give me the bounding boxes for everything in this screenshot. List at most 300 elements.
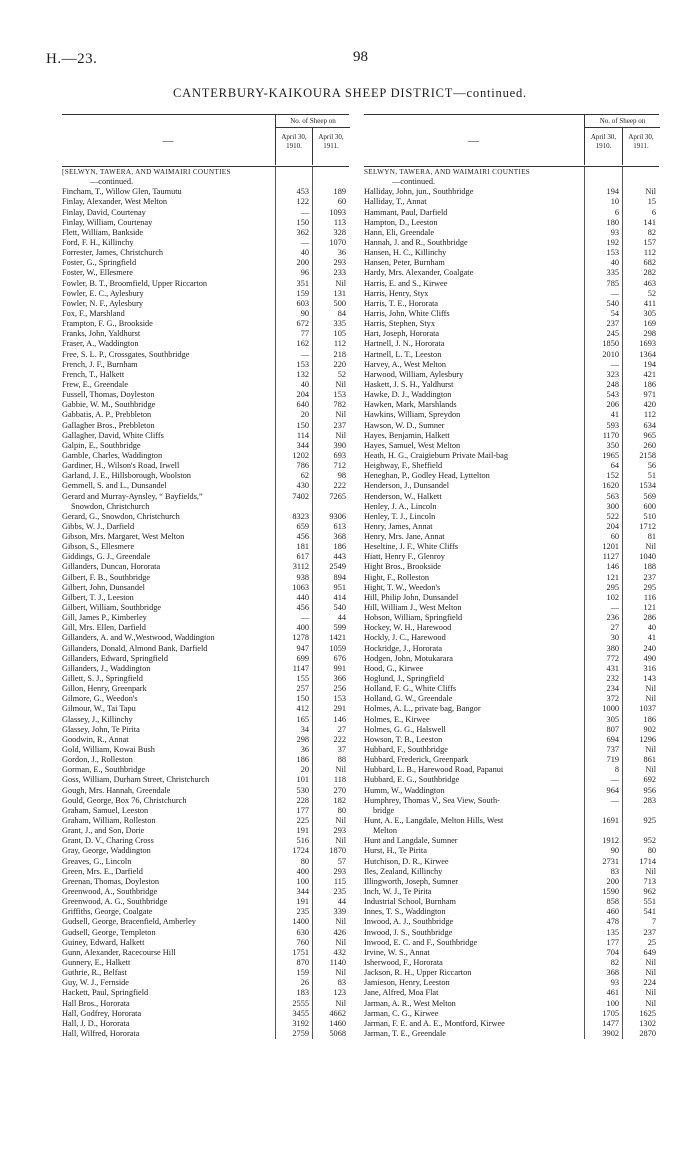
row-name: Hawke, D. J., Waddington [364, 390, 452, 400]
header-1911: April 30, 1911. [312, 128, 349, 165]
row-name: Gold, William, Kowai Bush [62, 745, 155, 755]
row-value-1910: 194 [606, 187, 619, 197]
table-row [62, 745, 349, 755]
table-row [62, 421, 349, 431]
row-value-1910: 228 [296, 795, 309, 805]
row-value-1910: 807 [606, 724, 619, 734]
row-name: Goss, William, Durham Street, Christchurch [62, 775, 210, 785]
table-row [62, 208, 349, 218]
row-value-1910: 36 [300, 745, 309, 755]
row-value-1911: 189 [333, 187, 346, 197]
row-value-1910: 672 [296, 319, 309, 329]
row-value-1910: 3902 [602, 1028, 619, 1038]
row-name: Halliday, John, jun., Southbridge [364, 187, 474, 197]
row-value-1911: 286 [643, 613, 656, 623]
row-value-1911: 88 [337, 755, 346, 765]
row-value-1911: 80 [647, 846, 656, 856]
row-name: Hartnell, L. T., Leeston [364, 349, 442, 359]
row-value-1910: 100 [296, 876, 309, 886]
row-name: —continued. [392, 177, 436, 187]
row-value-1911: 237 [333, 420, 346, 430]
row-name: Hockey, W. H., Harewood [364, 623, 452, 633]
table-row [62, 562, 349, 572]
table-row [62, 867, 349, 877]
table-row [62, 735, 349, 745]
row-name: Hockridge, J., Hororata [364, 643, 443, 653]
row-name: Hampton, D., Leeston [364, 217, 438, 227]
row-value-1910: 186 [296, 755, 309, 765]
row-value-1911: 131 [333, 288, 346, 298]
row-name: Jarman, T. E., Greendale [364, 1028, 446, 1038]
row-name: Hardy, Mrs. Alexander, Coalgate [364, 268, 474, 278]
row-name: Irvine, W. S., Annat [364, 947, 430, 957]
table-row [364, 248, 659, 258]
row-value-1910: 344 [296, 886, 309, 896]
table-row [364, 218, 659, 228]
row-value-1911: 894 [333, 572, 346, 582]
row-value-1911: 51 [647, 471, 656, 481]
row-value-1910: 153 [606, 248, 619, 258]
table-row [364, 431, 659, 441]
row-name: Heath, H. G., Craigieburn Private Mail-bag [364, 450, 509, 460]
row-value-1910: 2010 [602, 349, 619, 359]
row-value-1911: 40 [647, 623, 656, 633]
row-name: Fowler, E. C., Aylesbury [62, 288, 144, 298]
row-name: Jarman, A. R., West Melton [364, 998, 456, 1008]
row-value-1910: 26 [300, 978, 309, 988]
row-value-1910: 135 [606, 927, 619, 937]
table-row [364, 167, 659, 177]
table-row [364, 1019, 659, 1029]
row-name: Hannah, J. and R., Southbridge [364, 237, 468, 247]
table-row [62, 968, 349, 978]
row-value-1911: 153 [333, 390, 346, 400]
row-value-1910: 298 [296, 734, 309, 744]
row-name: Hubbard, E. G., Southbridge [364, 775, 460, 785]
table-row [364, 583, 659, 593]
row-value-1910: 40 [610, 258, 619, 268]
table-row [62, 380, 349, 390]
table-row [62, 502, 349, 512]
row-value-1911: 500 [333, 298, 346, 308]
row-value-1910: 947 [296, 643, 309, 653]
row-value-1910: 27 [610, 623, 619, 633]
row-name: Jackson, R. H., Upper Riccarton [364, 968, 472, 978]
table-row [364, 208, 659, 218]
row-name: Gillanders, Edward, Springfield [62, 653, 168, 663]
row-value-1910: 248 [606, 379, 619, 389]
table-row [364, 562, 659, 572]
row-value-1911: 81 [647, 532, 656, 542]
row-name: Franks, John, Yaldhurst [62, 329, 141, 339]
row-name: Hammant, Paul, Darfield [364, 207, 448, 217]
row-value-1911: 186 [643, 379, 656, 389]
table-row [364, 958, 659, 968]
row-name: Hight Bros., Brookside [364, 562, 441, 572]
row-value-1911: 112 [643, 248, 656, 258]
row-value-1910: 192 [606, 237, 619, 247]
row-value-1910: 453 [296, 187, 309, 197]
row-value-1910: 237 [606, 319, 619, 329]
table-row [62, 410, 349, 420]
row-name: Fowler, N. F., Aylesbury [62, 298, 143, 308]
row-name: —continued. [90, 177, 134, 187]
row-value-1911: 15 [647, 197, 656, 207]
row-name: Haskett, J. S. H., Yaldhurst [364, 379, 454, 389]
row-value-1910: 2731 [602, 856, 619, 866]
row-value-1911: Nil [335, 937, 346, 947]
table-row [364, 1009, 659, 1019]
row-name: Grant, J., and Son, Dorie [62, 826, 145, 836]
table-row [364, 846, 659, 856]
row-name: Jarman, F. E. and A. E., Montford, Kirwee [364, 1018, 505, 1028]
row-value-1910: 1278 [292, 633, 309, 643]
row-value-1911: 1059 [329, 643, 346, 653]
row-value-1911: 1140 [329, 957, 346, 967]
row-value-1910: 7402 [292, 491, 309, 501]
table-row [62, 816, 349, 826]
row-value-1910: 177 [296, 805, 309, 815]
table-row [364, 309, 659, 319]
row-value-1911: 1625 [639, 1008, 656, 1018]
row-name: Gallagher, David, White Cliffs [62, 430, 164, 440]
row-value-1910: 456 [296, 603, 309, 613]
row-value-1911: 2870 [639, 1028, 656, 1038]
row-value-1910: 1751 [292, 947, 309, 957]
row-name: Frew, E., Greendale [62, 379, 129, 389]
table-row [364, 400, 659, 410]
row-value-1911: 1037 [639, 704, 656, 714]
row-value-1911: 443 [333, 552, 346, 562]
row-value-1910: — [610, 603, 619, 613]
table-row [62, 917, 349, 927]
row-name: Howson, T. B., Leeston [364, 734, 443, 744]
row-value-1911: 676 [333, 653, 346, 663]
row-value-1911: 82 [647, 227, 656, 237]
row-value-1911: 233 [333, 268, 346, 278]
row-name: Greenwood, A., Southbridge [62, 886, 158, 896]
row-name: SELWYN, TAWERA, AND WAIMAIRI COUNTIES [364, 168, 531, 176]
row-name: Gudsell, George, Bracenfield, Amberley [62, 917, 196, 927]
row-value-1910: 153 [296, 359, 309, 369]
row-name: Holmes, E., Kirwee [364, 714, 430, 724]
row-value-1910: 30 [610, 633, 619, 643]
row-name: Frampton, F. G., Brookside [62, 319, 153, 329]
table-row [364, 978, 659, 988]
row-value-1911: 157 [643, 237, 656, 247]
row-value-1911: 463 [643, 278, 656, 288]
row-name: Gerard, G., Snowdon, Christchurch [62, 511, 180, 521]
row-value-1910: 180 [606, 217, 619, 227]
row-name: Fox, F., Marshland [62, 308, 125, 318]
table-row [364, 725, 659, 735]
row-value-1911: 121 [643, 603, 656, 613]
row-name: Gilmour, W., Tai Tapu [62, 704, 136, 714]
row-name: Holland, F. G., White Cliffs [364, 684, 457, 694]
row-value-1910: 232 [606, 674, 619, 684]
row-value-1911: 951 [333, 582, 346, 592]
row-name: Hutchison, D. R., Kirwee [364, 856, 449, 866]
row-value-1911: Nil [645, 745, 656, 755]
table-row [62, 451, 349, 461]
row-value-1911: 298 [643, 329, 656, 339]
row-value-1911: 41 [647, 633, 656, 643]
row-value-1911: Nil [335, 836, 346, 846]
row-value-1911: Nil [645, 988, 656, 998]
row-value-1910: 699 [296, 653, 309, 663]
header-dash: — [468, 135, 479, 147]
row-value-1911: Nil [645, 684, 656, 694]
row-name: Humphrey, Thomas V., Sea View, South- [364, 795, 500, 805]
header-1910: April 30, 1910. [584, 128, 622, 165]
row-name: Hansen, H. C., Killinchy [364, 248, 447, 258]
row-value-1910: 150 [296, 217, 309, 227]
row-value-1910: 90 [300, 308, 309, 318]
row-value-1910: 204 [296, 390, 309, 400]
table-row [364, 745, 659, 755]
row-value-1910: 430 [296, 481, 309, 491]
row-value-1911: 366 [333, 674, 346, 684]
row-value-1910: 543 [606, 390, 619, 400]
row-name: Hight, F., Rolleston [364, 572, 430, 582]
row-value-1910: 82 [610, 957, 619, 967]
table-row [364, 451, 659, 461]
row-value-1910: 191 [296, 826, 309, 836]
table-row [62, 826, 349, 836]
table-row [364, 421, 659, 431]
row-value-1911: 634 [643, 420, 656, 430]
table-row [364, 339, 659, 349]
row-name: Finlay, Alexander, West Melton [62, 197, 167, 207]
row-name: Hunt and Langdale, Sumner [364, 836, 458, 846]
row-value-1911: 965 [643, 430, 656, 440]
row-value-1910: 640 [296, 400, 309, 410]
row-name: Gilbert, John, Dunsandel [62, 582, 145, 592]
row-value-1910: 603 [296, 298, 309, 308]
row-value-1910: 150 [296, 694, 309, 704]
row-name: Gill, Mrs. Ellen, Darfield [62, 623, 146, 633]
table-row [62, 907, 349, 917]
row-value-1911: 293 [333, 826, 346, 836]
table-row [62, 644, 349, 654]
row-value-1911: 282 [643, 268, 656, 278]
row-name: Harris, Stephen, Styx [364, 319, 435, 329]
row-name: Hansen, Peter, Burnham [364, 258, 445, 268]
row-value-1911: 541 [643, 907, 656, 917]
table-row [62, 339, 349, 349]
row-name: Guy, W. J., Fernside [62, 978, 129, 988]
row-value-1911: Nil [335, 816, 346, 825]
row-name: Gerard and Murray-Aynsley, “ Bayfields,” [62, 491, 203, 501]
row-value-1910: 90 [610, 846, 619, 856]
table-row [62, 715, 349, 725]
row-name: Garland, J. E., Hillsborough, Woolston [62, 471, 191, 481]
row-value-1911: 782 [333, 400, 346, 410]
row-name: Hayes, Benjamin, Halkett [364, 430, 450, 440]
row-value-1910: 101 [296, 775, 309, 785]
row-name: Gilbert, F. B., Southbridge [62, 572, 151, 582]
row-name: Fussell, Thomas, Doyleston [62, 390, 155, 400]
row-value-1910: 617 [296, 552, 309, 562]
row-value-1910: 1477 [602, 1018, 619, 1028]
table-row [62, 177, 349, 187]
table-row [364, 370, 659, 380]
row-value-1911: 902 [643, 724, 656, 734]
row-name: Heseltine, J. F., White Cliffs [364, 542, 458, 552]
row-value-1911: 2549 [329, 562, 346, 572]
row-value-1910: 225 [296, 816, 309, 825]
row-name: Jane, Alfred, Moa Flat [364, 988, 439, 998]
row-value-1911: 1693 [639, 339, 656, 349]
table-row [364, 532, 659, 542]
table-row [364, 441, 659, 451]
row-value-1910: 8 [614, 765, 619, 775]
row-name: French, J. F., Burnham [62, 359, 138, 369]
row-name: Hubbard, Frederick, Greenpark [364, 755, 469, 765]
row-value-1910: 6 [614, 207, 619, 217]
row-name: Gillanders, A. and W.,Westwood, Waddington [62, 633, 215, 643]
row-value-1911: Nil [335, 379, 346, 389]
row-value-1910: 1400 [292, 917, 309, 927]
table-row [62, 846, 349, 856]
row-value-1910: 200 [296, 258, 309, 268]
row-name: Giddings, G. J., Greendale [62, 552, 151, 562]
row-value-1910: 351 [296, 278, 309, 288]
row-name: French, T., Halkett [62, 369, 125, 379]
row-value-1910: 785 [606, 278, 619, 288]
row-value-1911: Nil [645, 187, 656, 197]
row-value-1910: 858 [606, 897, 619, 907]
table-row [62, 1029, 349, 1039]
table-row [62, 289, 349, 299]
table-row [364, 461, 659, 471]
table-row [364, 796, 659, 806]
row-value-1911: 116 [643, 592, 656, 602]
row-name: Hill, Philip John, Dunsandel [364, 592, 459, 602]
table-row [364, 512, 659, 522]
table-row [62, 370, 349, 380]
row-value-1910: 257 [296, 684, 309, 694]
row-name: Gilbert, T. J., Leeston [62, 592, 134, 602]
table-row [62, 390, 349, 400]
row-value-1911: 295 [643, 582, 656, 592]
row-value-1910: 159 [296, 288, 309, 298]
row-value-1911: 335 [333, 319, 346, 329]
table-row [364, 999, 659, 1009]
table-row [364, 319, 659, 329]
table-row [364, 704, 659, 714]
row-value-1910: 368 [606, 968, 619, 978]
row-value-1910: 20 [300, 765, 309, 775]
row-value-1911: 599 [333, 623, 346, 633]
row-value-1910: 100 [606, 998, 619, 1008]
table-row [62, 684, 349, 694]
right-column-table [364, 114, 659, 1039]
table-row [62, 228, 349, 238]
row-value-1910: 2759 [292, 1028, 309, 1038]
table-row [62, 187, 349, 197]
left-column-table [62, 114, 349, 1039]
row-value-1910: 3192 [292, 1018, 309, 1028]
row-value-1910: 152 [606, 471, 619, 481]
row-value-1911: 328 [333, 227, 346, 237]
table-row [62, 633, 349, 643]
table-row [62, 694, 349, 704]
row-name: Illingworth, Joseph, Sumner [364, 876, 459, 886]
row-name: Hackett, Paul, Springfield [62, 988, 149, 998]
table-row [62, 573, 349, 583]
row-value-1911: 186 [333, 542, 346, 552]
table-row [364, 360, 659, 370]
row-name: bridge [373, 805, 395, 815]
row-name: Fowler, B. T., Broomfield, Upper Riccarton [62, 278, 207, 288]
row-value-1910: 305 [606, 714, 619, 724]
row-value-1910: 114 [296, 430, 309, 440]
row-value-1910: 461 [606, 988, 619, 998]
row-name: Hiatt, Henry F., Glenroy [364, 552, 445, 562]
row-value-1911: 971 [643, 390, 656, 400]
row-value-1911: 649 [643, 947, 656, 957]
row-value-1911: Nil [335, 917, 346, 927]
row-name: Gould, George, Box 76, Christchurch [62, 795, 187, 805]
row-value-1911: 293 [333, 258, 346, 268]
row-name: Isherwood, F., Hororata [364, 957, 443, 967]
row-name: Melton [373, 826, 397, 836]
row-value-1910: — [610, 795, 619, 805]
row-value-1910: 350 [606, 440, 619, 450]
row-value-1911: 1093 [329, 207, 346, 217]
table-row [62, 958, 349, 968]
table-row [62, 755, 349, 765]
row-name: Glassey, John, Te Pirita [62, 724, 140, 734]
row-value-1910: 938 [296, 572, 309, 582]
row-name: Goodwin, R., Annat [62, 734, 129, 744]
row-value-1911: 305 [643, 308, 656, 318]
table-row [364, 654, 659, 664]
row-value-1910: 60 [610, 532, 619, 542]
table-row [62, 1009, 349, 1019]
row-value-1910: 772 [606, 653, 619, 663]
table-row [364, 948, 659, 958]
row-value-1910: 3455 [292, 1008, 309, 1018]
row-value-1910: 77 [300, 329, 309, 339]
table-row [62, 542, 349, 552]
row-value-1911: 83 [337, 978, 346, 988]
row-value-1911: 1870 [329, 846, 346, 856]
row-name: Jamieson, Henry, Leeston [364, 978, 450, 988]
table-row [364, 187, 659, 197]
row-value-1910: 593 [606, 420, 619, 430]
row-value-1911: 143 [643, 674, 656, 684]
row-value-1910: 236 [606, 613, 619, 623]
row-value-1910: 150 [296, 420, 309, 430]
table-row [364, 715, 659, 725]
row-name: Ford, F. H., Killinchy [62, 237, 134, 247]
row-name: Gibson, Mrs. Margaret, West Melton [62, 532, 185, 542]
table-row [62, 218, 349, 228]
table-row [62, 786, 349, 796]
row-name: Harris, E. and S., Kirwee [364, 278, 448, 288]
table-row [62, 279, 349, 289]
row-name: Inwood, A. J., Southbridge [364, 917, 454, 927]
row-value-1911: Nil [335, 968, 346, 978]
table-row [62, 796, 349, 806]
row-value-1911: 682 [643, 258, 656, 268]
row-value-1910: 96 [300, 268, 309, 278]
row-value-1911: 692 [643, 775, 656, 785]
row-name: Grant, D. V., Charing Cross [62, 836, 154, 846]
row-name: Hodgen, John, Motukarara [364, 653, 453, 663]
